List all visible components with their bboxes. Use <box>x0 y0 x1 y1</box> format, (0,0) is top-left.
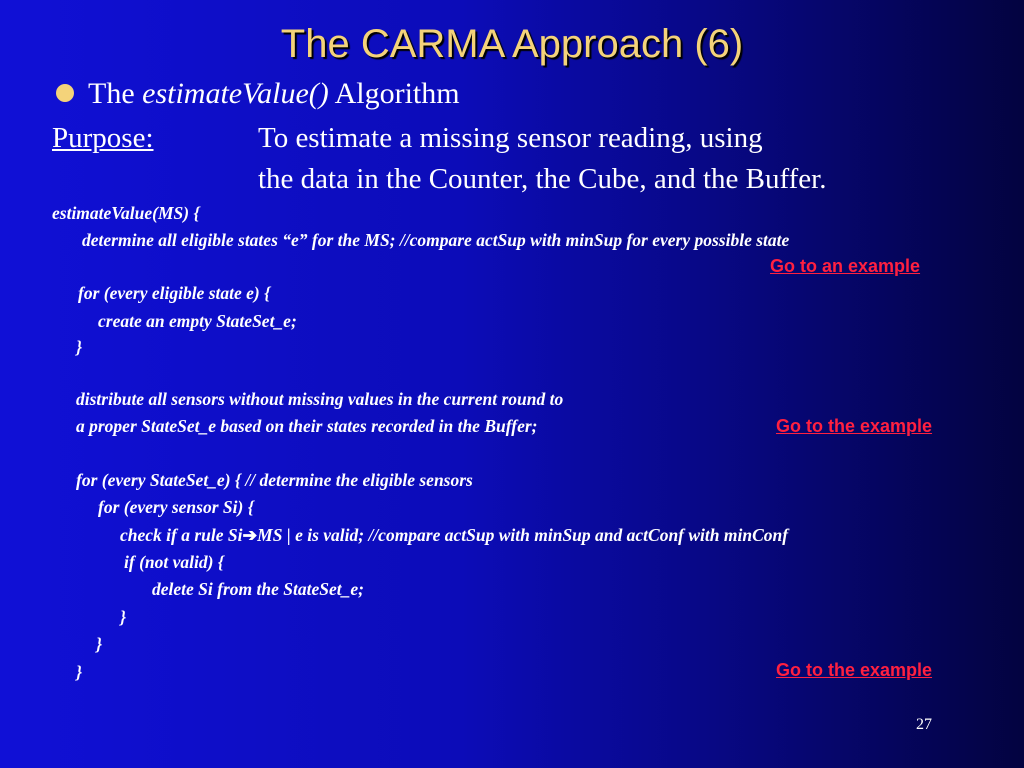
purpose-line-1: To estimate a missing sensor reading, using <box>258 122 763 154</box>
bullet-dot-icon <box>56 84 74 102</box>
code-line-1: estimateValue(MS) { <box>52 203 200 223</box>
code-line-14: } <box>96 634 103 654</box>
code-line-15: } <box>76 662 83 682</box>
link-go-to-an-example[interactable]: Go to an example <box>770 256 921 276</box>
right-arrow-icon: ➔ <box>242 525 258 545</box>
code-line-7: a proper StateSet_e based on their states recorded in the Buffer; <box>76 416 538 436</box>
code-line-4: create an empty StateSet_e; <box>98 311 297 331</box>
code-line-6: distribute all sensors without missing values in the current round to <box>76 389 564 409</box>
bullet-prefix: The <box>88 77 135 110</box>
code-line-12: delete Si from the StateSet_e; <box>152 579 364 599</box>
code-line-2: determine all eligible states “e” for the MS; //compare actSup with minSup for every possible state <box>82 230 790 250</box>
bullet-heading <box>56 76 460 112</box>
code-line-10-end: MS | e is valid; //compare actSup with minSup and actConf with minConf <box>257 525 789 545</box>
purpose-text <box>258 118 827 200</box>
code-line-3: for (every eligible state e) { <box>78 283 271 303</box>
link-go-to-the-example-2[interactable]: Go to the example <box>776 660 933 680</box>
bullet-function-name: estimateValue() <box>142 77 329 110</box>
purpose-label: Purpose: <box>52 122 154 154</box>
code-line-5: } <box>76 337 83 357</box>
slide-title: The CARMA Approach (6) <box>280 22 744 66</box>
code-line-10 <box>120 522 788 548</box>
page-number: 27 <box>916 716 932 733</box>
link-go-to-the-example-1[interactable]: Go to the example <box>776 416 933 436</box>
purpose-line-2: the data in the Counter, the Cube, and the Buffer. <box>258 163 827 195</box>
code-line-9: for (every sensor Si) { <box>98 497 254 517</box>
code-line-13: } <box>120 607 127 627</box>
code-line-11: if (not valid) { <box>124 552 224 572</box>
code-line-10-start: check if a rule Si <box>120 525 243 545</box>
bullet-suffix: Algorithm <box>334 77 460 110</box>
code-line-8: for (every StateSet_e) { // determine the eligible sensors <box>76 470 473 490</box>
